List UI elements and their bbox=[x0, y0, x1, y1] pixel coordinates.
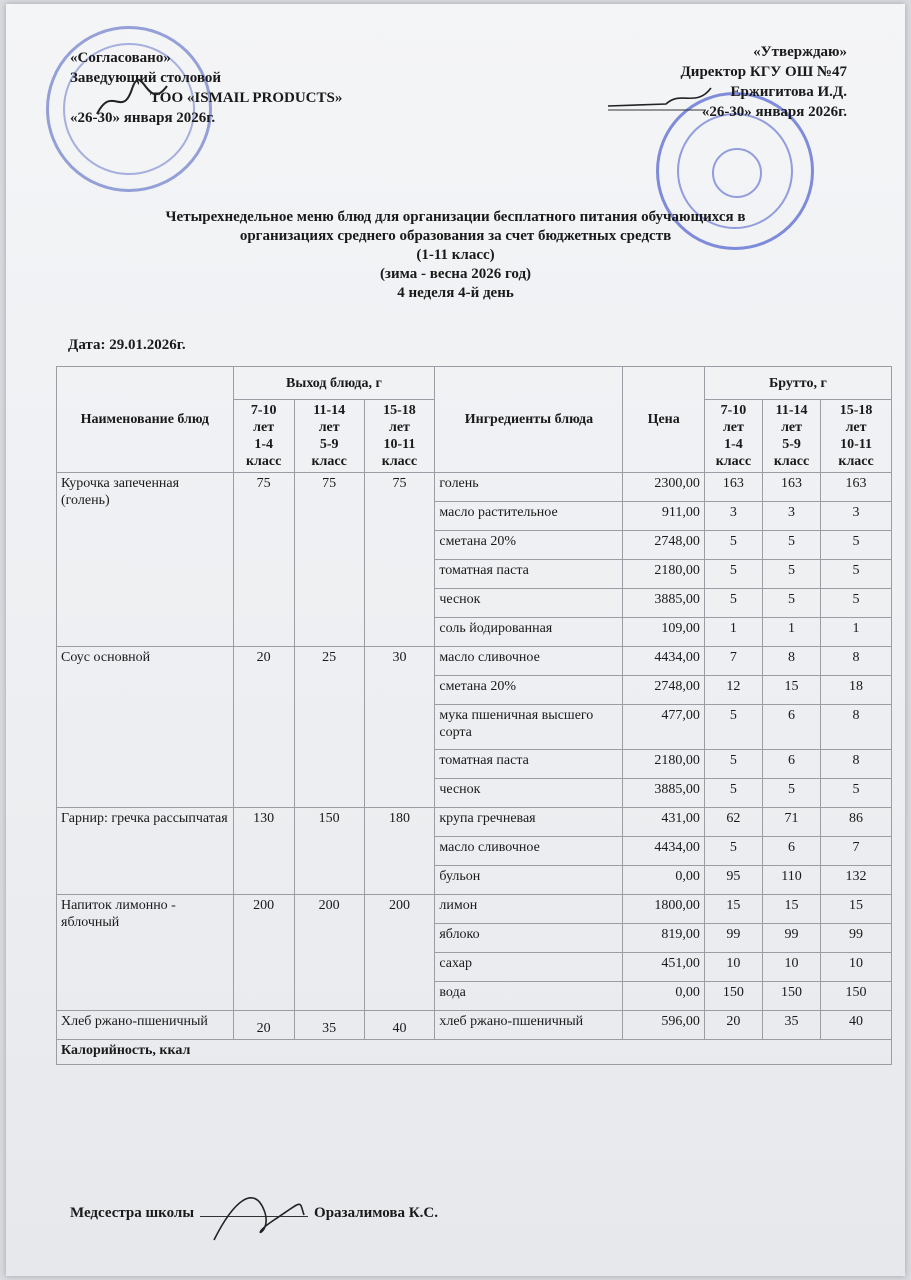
ingredient-name: масло сливочное bbox=[435, 647, 623, 676]
dish-output-3: 200 bbox=[364, 895, 435, 1011]
brutto-value-2: 35 bbox=[762, 1011, 820, 1040]
brutto-value-3: 15 bbox=[821, 895, 892, 924]
title-line-1: Четырехнедельное меню блюд для организации бесплатного питания обучающихся в bbox=[165, 209, 746, 225]
brutto-value-2: 1 bbox=[762, 618, 820, 647]
agreed-date: «26-30» января 2026г. bbox=[70, 110, 216, 126]
dish-output-1: 130 bbox=[233, 808, 294, 895]
output-age-header-2: 11-14 лет 5-9 класс bbox=[294, 400, 364, 473]
dish-output-3: 30 bbox=[364, 647, 435, 808]
brutto-value-2: 110 bbox=[762, 866, 820, 895]
brutto-value-2: 8 bbox=[762, 647, 820, 676]
dish-output-2: 25 bbox=[294, 647, 364, 808]
ingredient-name: сметана 20% bbox=[435, 531, 623, 560]
ingredient-price: 2180,00 bbox=[623, 750, 704, 779]
ingredient-price: 477,00 bbox=[623, 705, 704, 750]
brutto-value-1: 5 bbox=[704, 837, 762, 866]
ingredient-name: сметана 20% bbox=[435, 676, 623, 705]
brutto-value-1: 5 bbox=[704, 560, 762, 589]
dish-output-2: 75 bbox=[294, 473, 364, 647]
ingredient-price: 0,00 bbox=[623, 866, 704, 895]
seal-emblem bbox=[712, 148, 762, 198]
brutto-value-1: 62 bbox=[704, 808, 762, 837]
ingredient-name: чеснок bbox=[435, 779, 623, 808]
brutto-age-header-1: 7-10 лет 1-4 класс bbox=[704, 400, 762, 473]
nurse-name: Оразалимова К.С. bbox=[314, 1205, 438, 1221]
brutto-value-3: 99 bbox=[821, 924, 892, 953]
dish-output-2: 35 bbox=[294, 1011, 364, 1040]
dish-output-1: 75 bbox=[233, 473, 294, 647]
brutto-value-3: 8 bbox=[821, 705, 892, 750]
brutto-value-3: 5 bbox=[821, 560, 892, 589]
output-age-header-1: 7-10 лет 1-4 класс bbox=[233, 400, 294, 473]
brutto-value-3: 163 bbox=[821, 473, 892, 502]
brutto-value-2: 5 bbox=[762, 560, 820, 589]
ingredient-name: соль йодированная bbox=[435, 618, 623, 647]
ingredient-name: вода bbox=[435, 982, 623, 1011]
brutto-value-2: 71 bbox=[762, 808, 820, 837]
brutto-value-2: 3 bbox=[762, 502, 820, 531]
company-name: ТОО «ISMAIL PRODUCTS» bbox=[150, 90, 343, 106]
calories-label: Калорийность, ккал bbox=[57, 1040, 892, 1065]
brutto-value-3: 5 bbox=[821, 589, 892, 618]
ingredient-name: бульон bbox=[435, 866, 623, 895]
dish-output-3: 40 bbox=[364, 1011, 435, 1040]
brutto-value-3: 5 bbox=[821, 779, 892, 808]
ingredient-name: чеснок bbox=[435, 589, 623, 618]
ingredient-price: 2748,00 bbox=[623, 531, 704, 560]
table-row bbox=[57, 808, 892, 837]
brutto-value-2: 6 bbox=[762, 705, 820, 750]
agreed-heading: «Согласовано» bbox=[70, 50, 171, 66]
brutto-age-header-3: 15-18 лет 10-11 класс bbox=[821, 400, 892, 473]
brutto-value-1: 5 bbox=[704, 589, 762, 618]
dish-name: Хлеб ржано-пшеничный bbox=[57, 1011, 234, 1040]
header-dish-name: Наименование блюд bbox=[57, 367, 234, 473]
brutto-value-1: 99 bbox=[704, 924, 762, 953]
header-output: Выход блюда, г bbox=[233, 367, 435, 400]
brutto-value-3: 1 bbox=[821, 618, 892, 647]
title-line-2: организациях среднего образования за счет бюджетных средств bbox=[239, 228, 672, 244]
nurse-label: Медсестра школы bbox=[70, 1205, 195, 1221]
dish-output-1: 20 bbox=[233, 1011, 294, 1040]
brutto-value-1: 5 bbox=[704, 705, 762, 750]
brutto-value-1: 150 bbox=[704, 982, 762, 1011]
brutto-value-2: 6 bbox=[762, 837, 820, 866]
brutto-value-1: 95 bbox=[704, 866, 762, 895]
menu-date: Дата: 29.01.2026г. bbox=[68, 337, 186, 353]
ingredient-name: томатная паста bbox=[435, 560, 623, 589]
approve-heading: «Утверждаю» bbox=[753, 44, 847, 60]
ingredient-price: 431,00 bbox=[623, 808, 704, 837]
table-row bbox=[57, 647, 892, 676]
ingredient-price: 2180,00 bbox=[623, 560, 704, 589]
title-line-5: 4 неделя 4-й день bbox=[397, 285, 514, 301]
brutto-value-3: 18 bbox=[821, 676, 892, 705]
brutto-value-2: 5 bbox=[762, 779, 820, 808]
brutto-value-3: 5 bbox=[821, 531, 892, 560]
ingredient-price: 3885,00 bbox=[623, 589, 704, 618]
brutto-value-3: 132 bbox=[821, 866, 892, 895]
brutto-value-1: 10 bbox=[704, 953, 762, 982]
dish-name: Гарнир: гречка рассыпчатая bbox=[57, 808, 234, 895]
header-ingredients: Ингредиенты блюда bbox=[435, 367, 623, 473]
ingredient-price: 596,00 bbox=[623, 1011, 704, 1040]
brutto-age-header-2: 11-14 лет 5-9 класс bbox=[762, 400, 820, 473]
ingredient-price: 4434,00 bbox=[623, 837, 704, 866]
ingredient-name: масло сливочное bbox=[435, 837, 623, 866]
brutto-value-2: 15 bbox=[762, 676, 820, 705]
brutto-value-1: 12 bbox=[704, 676, 762, 705]
dish-name: Соус основной bbox=[57, 647, 234, 808]
ingredient-name: крупа гречневая bbox=[435, 808, 623, 837]
dish-output-1: 200 bbox=[233, 895, 294, 1011]
brutto-value-1: 15 bbox=[704, 895, 762, 924]
brutto-value-1: 20 bbox=[704, 1011, 762, 1040]
ingredient-price: 4434,00 bbox=[623, 647, 704, 676]
dish-output-1: 20 bbox=[233, 647, 294, 808]
ingredient-name: сахар bbox=[435, 953, 623, 982]
brutto-value-1: 7 bbox=[704, 647, 762, 676]
dish-output-2: 200 bbox=[294, 895, 364, 1011]
brutto-value-3: 150 bbox=[821, 982, 892, 1011]
brutto-value-2: 15 bbox=[762, 895, 820, 924]
ingredient-name: яблоко bbox=[435, 924, 623, 953]
title-line-4: (зима - весна 2026 год) bbox=[379, 266, 532, 282]
dish-output-3: 75 bbox=[364, 473, 435, 647]
canteen-head-title: Заведующий столовой bbox=[70, 70, 222, 86]
ingredient-price: 2300,00 bbox=[623, 473, 704, 502]
ingredient-name: масло растительное bbox=[435, 502, 623, 531]
director-title: Директор КГУ ОШ №47 bbox=[680, 64, 847, 80]
brutto-value-1: 5 bbox=[704, 750, 762, 779]
output-age-header-3: 15-18 лет 10-11 класс bbox=[364, 400, 435, 473]
nurse-signature bbox=[204, 1180, 314, 1250]
brutto-value-2: 6 bbox=[762, 750, 820, 779]
ingredient-price: 911,00 bbox=[623, 502, 704, 531]
brutto-value-3: 86 bbox=[821, 808, 892, 837]
brutto-value-1: 5 bbox=[704, 531, 762, 560]
title-line-3: (1-11 класс) bbox=[416, 247, 495, 263]
ingredient-price: 2748,00 bbox=[623, 676, 704, 705]
table-row bbox=[57, 1011, 892, 1040]
ingredient-price: 0,00 bbox=[623, 982, 704, 1011]
dish-output-2: 150 bbox=[294, 808, 364, 895]
dish-name: Курочка запеченная (голень) bbox=[57, 473, 234, 647]
canteen-head-signature bbox=[92, 74, 172, 124]
ingredient-price: 451,00 bbox=[623, 953, 704, 982]
brutto-value-2: 150 bbox=[762, 982, 820, 1011]
brutto-value-3: 3 bbox=[821, 502, 892, 531]
brutto-value-2: 163 bbox=[762, 473, 820, 502]
brutto-value-2: 5 bbox=[762, 531, 820, 560]
brutto-value-1: 5 bbox=[704, 779, 762, 808]
approve-date: «26-30» января 2026г. bbox=[701, 104, 847, 120]
dish-output-3: 180 bbox=[364, 808, 435, 895]
brutto-value-2: 10 bbox=[762, 953, 820, 982]
ingredient-name: мука пшеничная высшего сорта bbox=[435, 705, 623, 750]
brutto-value-3: 7 bbox=[821, 837, 892, 866]
menu-table bbox=[56, 366, 892, 1065]
brutto-value-3: 8 bbox=[821, 750, 892, 779]
ingredient-price: 3885,00 bbox=[623, 779, 704, 808]
menu-title bbox=[6, 208, 905, 303]
document-page bbox=[6, 4, 905, 1276]
ingredient-price: 109,00 bbox=[623, 618, 704, 647]
ingredient-price: 819,00 bbox=[623, 924, 704, 953]
header-brutto: Брутто, г bbox=[704, 367, 891, 400]
brutto-value-1: 3 bbox=[704, 502, 762, 531]
brutto-value-1: 1 bbox=[704, 618, 762, 647]
ingredient-name: лимон bbox=[435, 895, 623, 924]
dish-name: Напиток лимонно - яблочный bbox=[57, 895, 234, 1011]
brutto-value-3: 10 bbox=[821, 953, 892, 982]
calories-row bbox=[57, 1040, 892, 1065]
brutto-value-3: 8 bbox=[821, 647, 892, 676]
table-row bbox=[57, 473, 892, 502]
brutto-value-2: 5 bbox=[762, 589, 820, 618]
director-signature bbox=[606, 80, 716, 116]
ingredient-name: голень bbox=[435, 473, 623, 502]
menu-table-body bbox=[57, 473, 892, 1065]
ingredient-name: томатная паста bbox=[435, 750, 623, 779]
brutto-value-1: 163 bbox=[704, 473, 762, 502]
ingredient-name: хлеб ржано-пшеничный bbox=[435, 1011, 623, 1040]
director-name: Ержигитова И.Д. bbox=[730, 84, 847, 100]
brutto-value-2: 99 bbox=[762, 924, 820, 953]
ingredient-price: 1800,00 bbox=[623, 895, 704, 924]
table-row bbox=[57, 895, 892, 924]
brutto-value-3: 40 bbox=[821, 1011, 892, 1040]
header-price: Цена bbox=[623, 367, 704, 473]
